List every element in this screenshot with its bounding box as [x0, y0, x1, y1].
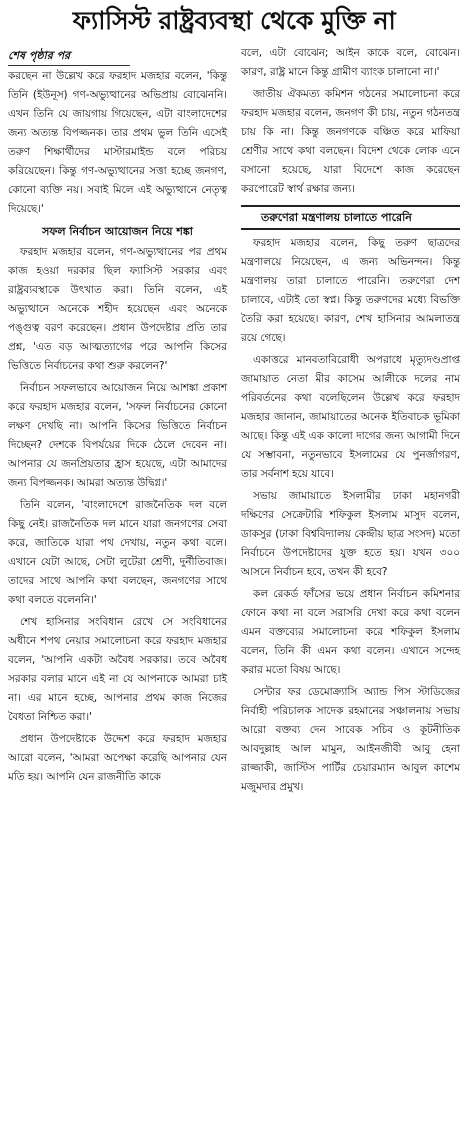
paragraph: সেন্টার ফর ডেমোক্র্যাসি অ্যান্ড পিস স্টাডিজের নির্বাহী পরিচালক সাদেক রহমানের সঞ্চালনায় সভায় আরো বক্তব্য দেন সাবেক সচিব ও কূটনীতিক আবদুল্লাহ আল মামুন, আইনজীবী আবু হেনা রাজ্জাকী, জাস্টিস পার্টির চেয়ারম্যান আবুল কাশেম মজুমদার প্রমুখ। [241, 686, 460, 793]
paragraph: করছেন না উল্লেখ করে ফরহাদ মজহার বলেন, 'কিন্তু তিনি (ইউনূস) গণ-অভ্যুত্থানের অভিপ্রায় বোঝেননি। এখন তিনি যে জায়গায় গিয়েছেন, এটা বাংলাদেশের জন্য অত্যন্ত বিপজ্জনক। তার প্রথম ভুল তিনি এসেই তরুণ শিক্ষার্থীদের মাস্টারমাইন্ড বলে পরিচয় করিয়েছেন। কিন্তু গণ-অভ্যুত্থানের সত্তা হচ্ছে জনগণ, কোনো ব্যক্তি নয়। সবাই মিলে এই অভ্যুত্থানে নেতৃত্ব দিয়েছে।' [8, 70, 227, 215]
left-column [8, 44, 227, 800]
paragraph: ফরহাদ মজহার বলেন, গণ-অভ্যুত্থানের পর প্রথম কাজ হওয়া দরকার ছিল ফ্যাসিস্ট সরকার এবং রাষ্ট্রব্যবস্থাকে উৎখাত করা। তিনি বলেন, এই অভ্যুত্থানে অনেকে শহীদ হয়েছেন এবং অনেকে পঙ্গুত্ব বরণ করেছেন। প্রধান উপদেষ্টার প্রতি তার প্রশ্ন, 'এত বড় আত্মত্যাগের পরে আপনি কিসের ভিত্তিতে নির্বাচনের কথা শুরু করলেন?' [8, 246, 227, 372]
continued-from-label: শেষ পৃষ্ঠার পর [8, 47, 130, 66]
paragraph: ফরহাদ মজহার বলেন, কিছু তরুণ ছাত্রদের মন্ত্রণালয়ে নিয়েছেন, এ জন্য অভিনন্দন। কিন্তু মন্ত্রণালয় তারা চালাতে পারেনি। তরুণেরা দেশ চালাবে, এটাই তো স্বপ্ন। কিন্তু তরুণদের মধ্যে বিভক্তি তৈরি করা হয়েছে। কারণ, শেখ হাসিনার আমলাতন্ত্র রয়ে গেছে। [241, 237, 460, 344]
subheading: তরুণেরা মন্ত্রণালয় চালাতে পারেনি [241, 205, 460, 230]
paragraph: সভায় জামায়াতে ইসলামীর ঢাকা মহানগরী দক্ষিণের সেক্রেটারি শফিকুল ইসলাম মাসুদ বলেন, ডাকসুর (ঢাকা বিশ্ববিদ্যালয় কেন্দ্রীয় ছাত্র সংসদ) মতো নির্বাচনে উপদেষ্টাদের যুক্ত হতে হয়। যখন ৩০০ আসনে নির্বাচন হবে, তখন কী হবে? [241, 490, 460, 578]
paragraph: কল রেকর্ড ফাঁসের ভয়ে প্রধান নির্বাচন কমিশনার ফোনে কথা না বলে সরাসরি দেখা করে কথা বলেন এমন বক্তব্যের সমালোচনা করে শফিকুল ইসলাম বলেন, তিনি কী এমন কথা বলেন। এখানে সন্দেহ করার মতো বিষয় আছে। [241, 588, 460, 676]
paragraph: প্রধান উপদেষ্টাকে উদ্দেশ করে ফরহাদ মজহার আরো বলেন, 'আমরা অপেক্ষা করেছি আপনার যেন মতি হয়। আপনি যেন রাজনীতি কাকে [8, 733, 227, 783]
article-body [8, 44, 460, 800]
headline: ফ্যাসিস্ট রাষ্ট্রব্যবস্থা থেকে মুক্তি না [72, 6, 396, 35]
paragraph: বলে, এটা বোঝেন; আইন কাকে বলে, বোঝেন। কারণ, রাষ্ট্র মানে কিন্তু গ্রামীণ ব্যাংক চালানো না।' [241, 47, 460, 78]
subheading: সফল নির্বাচন আয়োজন নিয়ে শঙ্কা [42, 225, 193, 238]
paragraph: তিনি বলেন, 'বাংলাদেশে রাজনৈতিক দল বলে কিছু নেই। রাজনৈতিক দল মানে যারা জনগণের সেবা করে, জাতিকে যারা পথ দেখায়, নতুন কথা বলে। এখানে যেটা আছে, সেটা লুটেরা শ্রেণী, দুর্নীতিবাজ। তাদের সাথে আপনি কথা বলছেন, জনগণের সাথে কথা বলতে বলেননি।' [8, 499, 227, 606]
right-column [241, 44, 460, 800]
paragraph: জাতীয় ঐকমত্য কমিশন গঠনের সমালোচনা করে ফরহাদ মজহার বলেন, জনগণ কী চায়, নতুন গঠনতন্ত্র চায় কি না। কিন্তু জনগণকে বঞ্চিত করে মাফিয়া শ্রেণীর সাথে কথা বলছেন। বিদেশ থেকে লোক এনে বসানো হয়েছে, যারা বিদেশে কাজ করেছেন করপোরেট স্বার্থ রক্ষার জন্য। [241, 88, 460, 195]
paragraph: শেখ হাসিনার সংবিধান রেখে সে সংবিধানের অধীনে শপথ নেয়ার সমালোচনা করে ফরহাদ মজহার বলেন, 'আপনি একটা অবৈধ সরকার। তবে অবৈধ সরকার বলার মানে এই না যে আপনাকে আমরা চাই না। এর মানে হচ্ছে, আপনার প্রথম কাজ নিজের বৈধতা নিশ্চিত করা।' [8, 616, 227, 723]
paragraph: নির্বাচন সফলভাবে আয়োজন নিয়ে আশঙ্কা প্রকাশ করে ফরহাদ মজহার বলেন, 'সফল নির্বাচনের কোনো লক্ষণ দেখছি না। আপনি কিসের ভিত্তিতে নির্বাচন দিচ্ছেন? দেশকে বিপর্যয়ের দিকে ঠেলে দেবেন না। আপনার যে জনপ্রিয়তার হ্রাস হয়েছে, এটা আমাদের জন্য বিপজ্জনক। আমরা অত্যন্ত উদ্বিগ্ন।' [8, 382, 227, 489]
paragraph: একাত্তরে মানবতাবিরোধী অপরাধে মৃত্যুদণ্ডপ্রাপ্ত জামায়াত নেতা মীর কাসেম আলীকে দলের নাম পরিবর্তনের কথা বলেছিলেন উল্লেখ করে ফরহাদ মজহার জানান, জামায়াতের অনেক ইতিবাচক ভূমিকা আছে। কিন্তু এই এক কালো দাগের জন্য আগামী দিনে যে সম্ভাবনা, নতুনভাবে ইসলামের যে পুনর্জাগরণ, তার সর্বনাশ হয়ে যাবে। [241, 354, 460, 480]
